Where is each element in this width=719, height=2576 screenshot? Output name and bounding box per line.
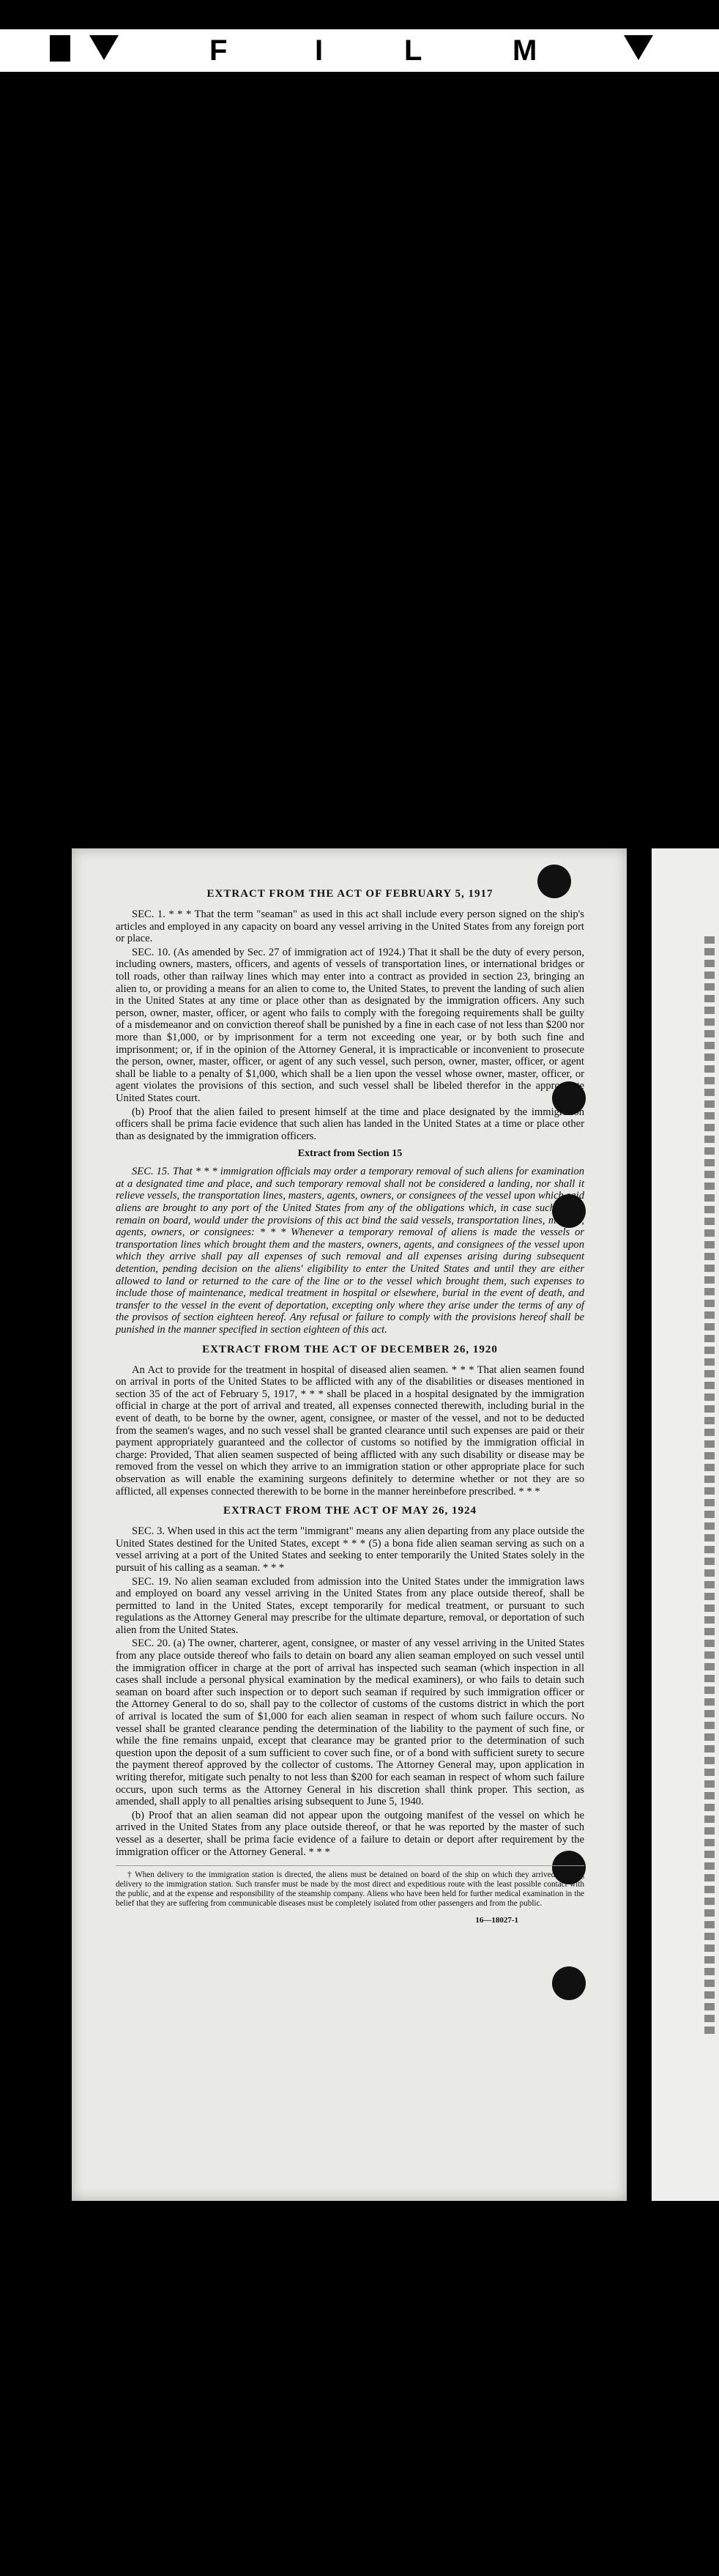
film-letter-m: M bbox=[513, 34, 537, 67]
film-mark-square bbox=[50, 35, 70, 62]
section-20-b: (b) Proof that an alien seaman did not appear upon the outgoing manifest of the vessel on which he arrived in the United States from any place outside thereof, or that he was reported by the master of such vessel as a deserter, shall be prima facie evidence of a failure to detain or deport after requirement by the immigration officer or the Attorney General. * * * bbox=[116, 1809, 584, 1858]
subheading-section-15: Extract from Section 15 bbox=[297, 1148, 403, 1160]
section-19: SEC. 19. No alien seaman excluded from admission into the United States under the immigration laws and employed on board any vessel arriving in the United States from any place outside thereof, shall be permitted to land in the United States, except temporarily for medical treatment, or pursuant to such regulations as the Attorney General may prescribe for the ultimate departure, removal, or deportation of such alien from the United States. bbox=[116, 1575, 584, 1636]
section-3: SEC. 3. When used in this act the term "immigrant" means any alien departing from any place outside the United States destined for the United States, except * * * (5) a bona fide alien seaman serving as such on a vessel arriving at a port of the United States and seeking to enter temporarily the United States solely in the pursuit of his calling as a seaman. * * * bbox=[116, 1525, 584, 1574]
section-1: SEC. 1. * * * That the term "seaman" as used in this act shall include every person signed on the ship's articles and employed in any capacity on board any vessel arriving in the United States from any foreign port or place. bbox=[116, 908, 584, 945]
section-10: SEC. 10. (As amended by Sec. 27 of immigration act of 1924.) That it shall be the duty of every person, including owners, masters, officers, and agents of vessels of transportation lines, or international bridges or toll roads, other than railway lines which may enter into a contract as provided in section 23, bringing an alien to, or providing a means for an alien to come to, the United States, to prevent the landing of such alien in the United States at any time or place other than as designated by the immigration officers. Any such person, owner, master, officer, or agent who fails to comply with the foregoing requirements shall be guilty of a misdemeanor and on conviction thereof shall be punished by a fine in each case of not less than $200 nor more than $1,000, or by imprisonment for a term not exceeding one year, or by both such fine and imprisonment; or, if in the opinion of the Attorney General, it is impracticable or inconvenient to prosecute the person, owner, master, officer, or agent of any such vessel, such person, owner, master, officer, or agent shall be liable to a penalty of $1,000, which shall be a lien upon the vessel whose owner, master, officer, or agent violates the provisions of this section, and such vessel shall be libeled therefor in the appropriate United States court. bbox=[116, 946, 584, 1104]
heading-act-1920: EXTRACT FROM THE ACT OF DECEMBER 26, 1920 bbox=[202, 1343, 498, 1355]
section-15: SEC. 15. That * * * immigration officials may order a temporary removal of such aliens for examination at a designated time and place, and such temporary removal shall not be considered a landing, nor shall it relieve vessels, the transportation lines, masters, agents, owners, or consignees of the vessel upon which said aliens are brought to any port of the United States from any of the obligations which, in case such aliens remain on board, would under the provisions of this act bind the said vessels, transportation lines, masters, agents, owners, or consignees: * * * Whenever a temporary removal of aliens is made the vessels or transportation lines which brought them and the masters, owners, agents, and consignees of the vessel upon which they arrive shall pay all expenses of such removal and all expenses arising during subsequent detention, pending decision on the aliens' eligibility to enter the United States and until they are either allowed to land or returned to the care of the line or to the vessel which brought them, such expenses to include those of maintenance, medical treatment in hospital or elsewhere, burial in the event of death, and transfer to the vessel in the event of deportation, excepting only where they arise under the terms of any of the provisos of section eighteen hereof. Any refusal or failure to comply with the provisions hereof shall be punished in the manner specified in section eighteen of this act. bbox=[116, 1166, 584, 1336]
film-mark-triangle bbox=[89, 35, 119, 60]
footnote: † When delivery to the immigration station is directed, the aliens must be detained on board of the ship on which they arrived pending delivery to the immigration station. Such transfer must be made by the most direct and expeditious route with the least possible contact with the public, and at the expense and responsibility of the steamship company. Aliens who have been held for further medical examination in the belief that they are suffering from communicable diseases must be completely isolated from other passengers and from the public. bbox=[116, 1865, 584, 1909]
section-10-b: (b) Proof that the alien failed to present himself at the time and place designated by the immigration officers shall be prima facie evidence that such alien has landed in the United States at a time or place other than as designated by the immigration officers. bbox=[116, 1106, 584, 1142]
film-letter-i: I bbox=[315, 34, 324, 67]
film-letter-f: F bbox=[209, 34, 228, 67]
act-1920-text: An Act to provide for the treatment in hospital of diseased alien seamen. * * * That alien seamen found on arrival in ports of the United States to be afflicted with any of the disabilities or diseases mentioned in section 35 of the act of February 5, 1917, * * * shall be placed in a hospital designated by the immigration official in charge at the port of arrival and treated, all expenses connected therewith, including burial in the event of death, to be borne by the owner, agent, consignee, or master of the vessel, and not to be deducted from the seamen's wages, and no such vessel shall be granted clearance until such expenses are paid or their payment appropriately guaranteed and the collector of customs so notified by the immigration official in charge: Provided, That alien seamen suspected of being afflicted with any such disability or disease may be removed from the vessel on which they arrive to an immigration station or other appropriate place for such observation as will enable the examining surgeons definitely to determine whether or not they are so afflicted, all expenses connected therewith to be borne in the manner hereinbefore prescribed. * * * bbox=[116, 1363, 584, 1498]
punch-hole bbox=[552, 1966, 586, 2000]
film-mark-triangle bbox=[624, 35, 653, 60]
heading-act-1924: EXTRACT FROM THE ACT OF MAY 26, 1924 bbox=[223, 1505, 477, 1517]
film-letter-l: L bbox=[404, 34, 422, 67]
section-20: SEC. 20. (a) The owner, charterer, agent, consignee, or master of any vessel arriving in the United States from any place outside thereof who fails to detain on board any alien seaman employed on such vessel until the immigration officer in charge at the port of arrival has inspected such seaman (which inspection in all cases shall include a personal physical examination by the medical examiners), or who fails to detain such seaman on board after such inspection or to deport such seaman if required by such immigration officer or the Attorney General to do so, shall pay to the collector of customs of the customs district in which the port of arrival is located the sum of $1,000 for each alien seaman in respect of whom such failure occurs. No vessel shall be granted clearance pending the determination of the liability to the payment of such fine, or while the fine remains unpaid, except that clearance may be granted prior to the determination of such question upon the deposit of a sum sufficient to cover such fine, or of a bond with sufficient surety to secure the payment thereof approved by the collector of customs. The Attorney General may, upon application in writing therefor, mitigate such penalty to not less than $200 for each seaman in respect of whom such failure occurs, upon such terms as the Attorney General in his discretion shall think proper. This section, as amended, shall apply to all penalties arising subsequent to June 5, 1940. bbox=[116, 1637, 584, 1808]
microfilm-header bbox=[0, 0, 719, 81]
print-code: 16—18027-1 bbox=[475, 1916, 518, 1925]
adjacent-page-edge bbox=[652, 848, 719, 2201]
heading-act-1917: EXTRACT FROM THE ACT OF FEBRUARY 5, 1917 bbox=[206, 888, 493, 900]
document-page bbox=[72, 848, 627, 2201]
document-content bbox=[116, 881, 584, 1925]
adjacent-page-text bbox=[704, 936, 715, 2035]
